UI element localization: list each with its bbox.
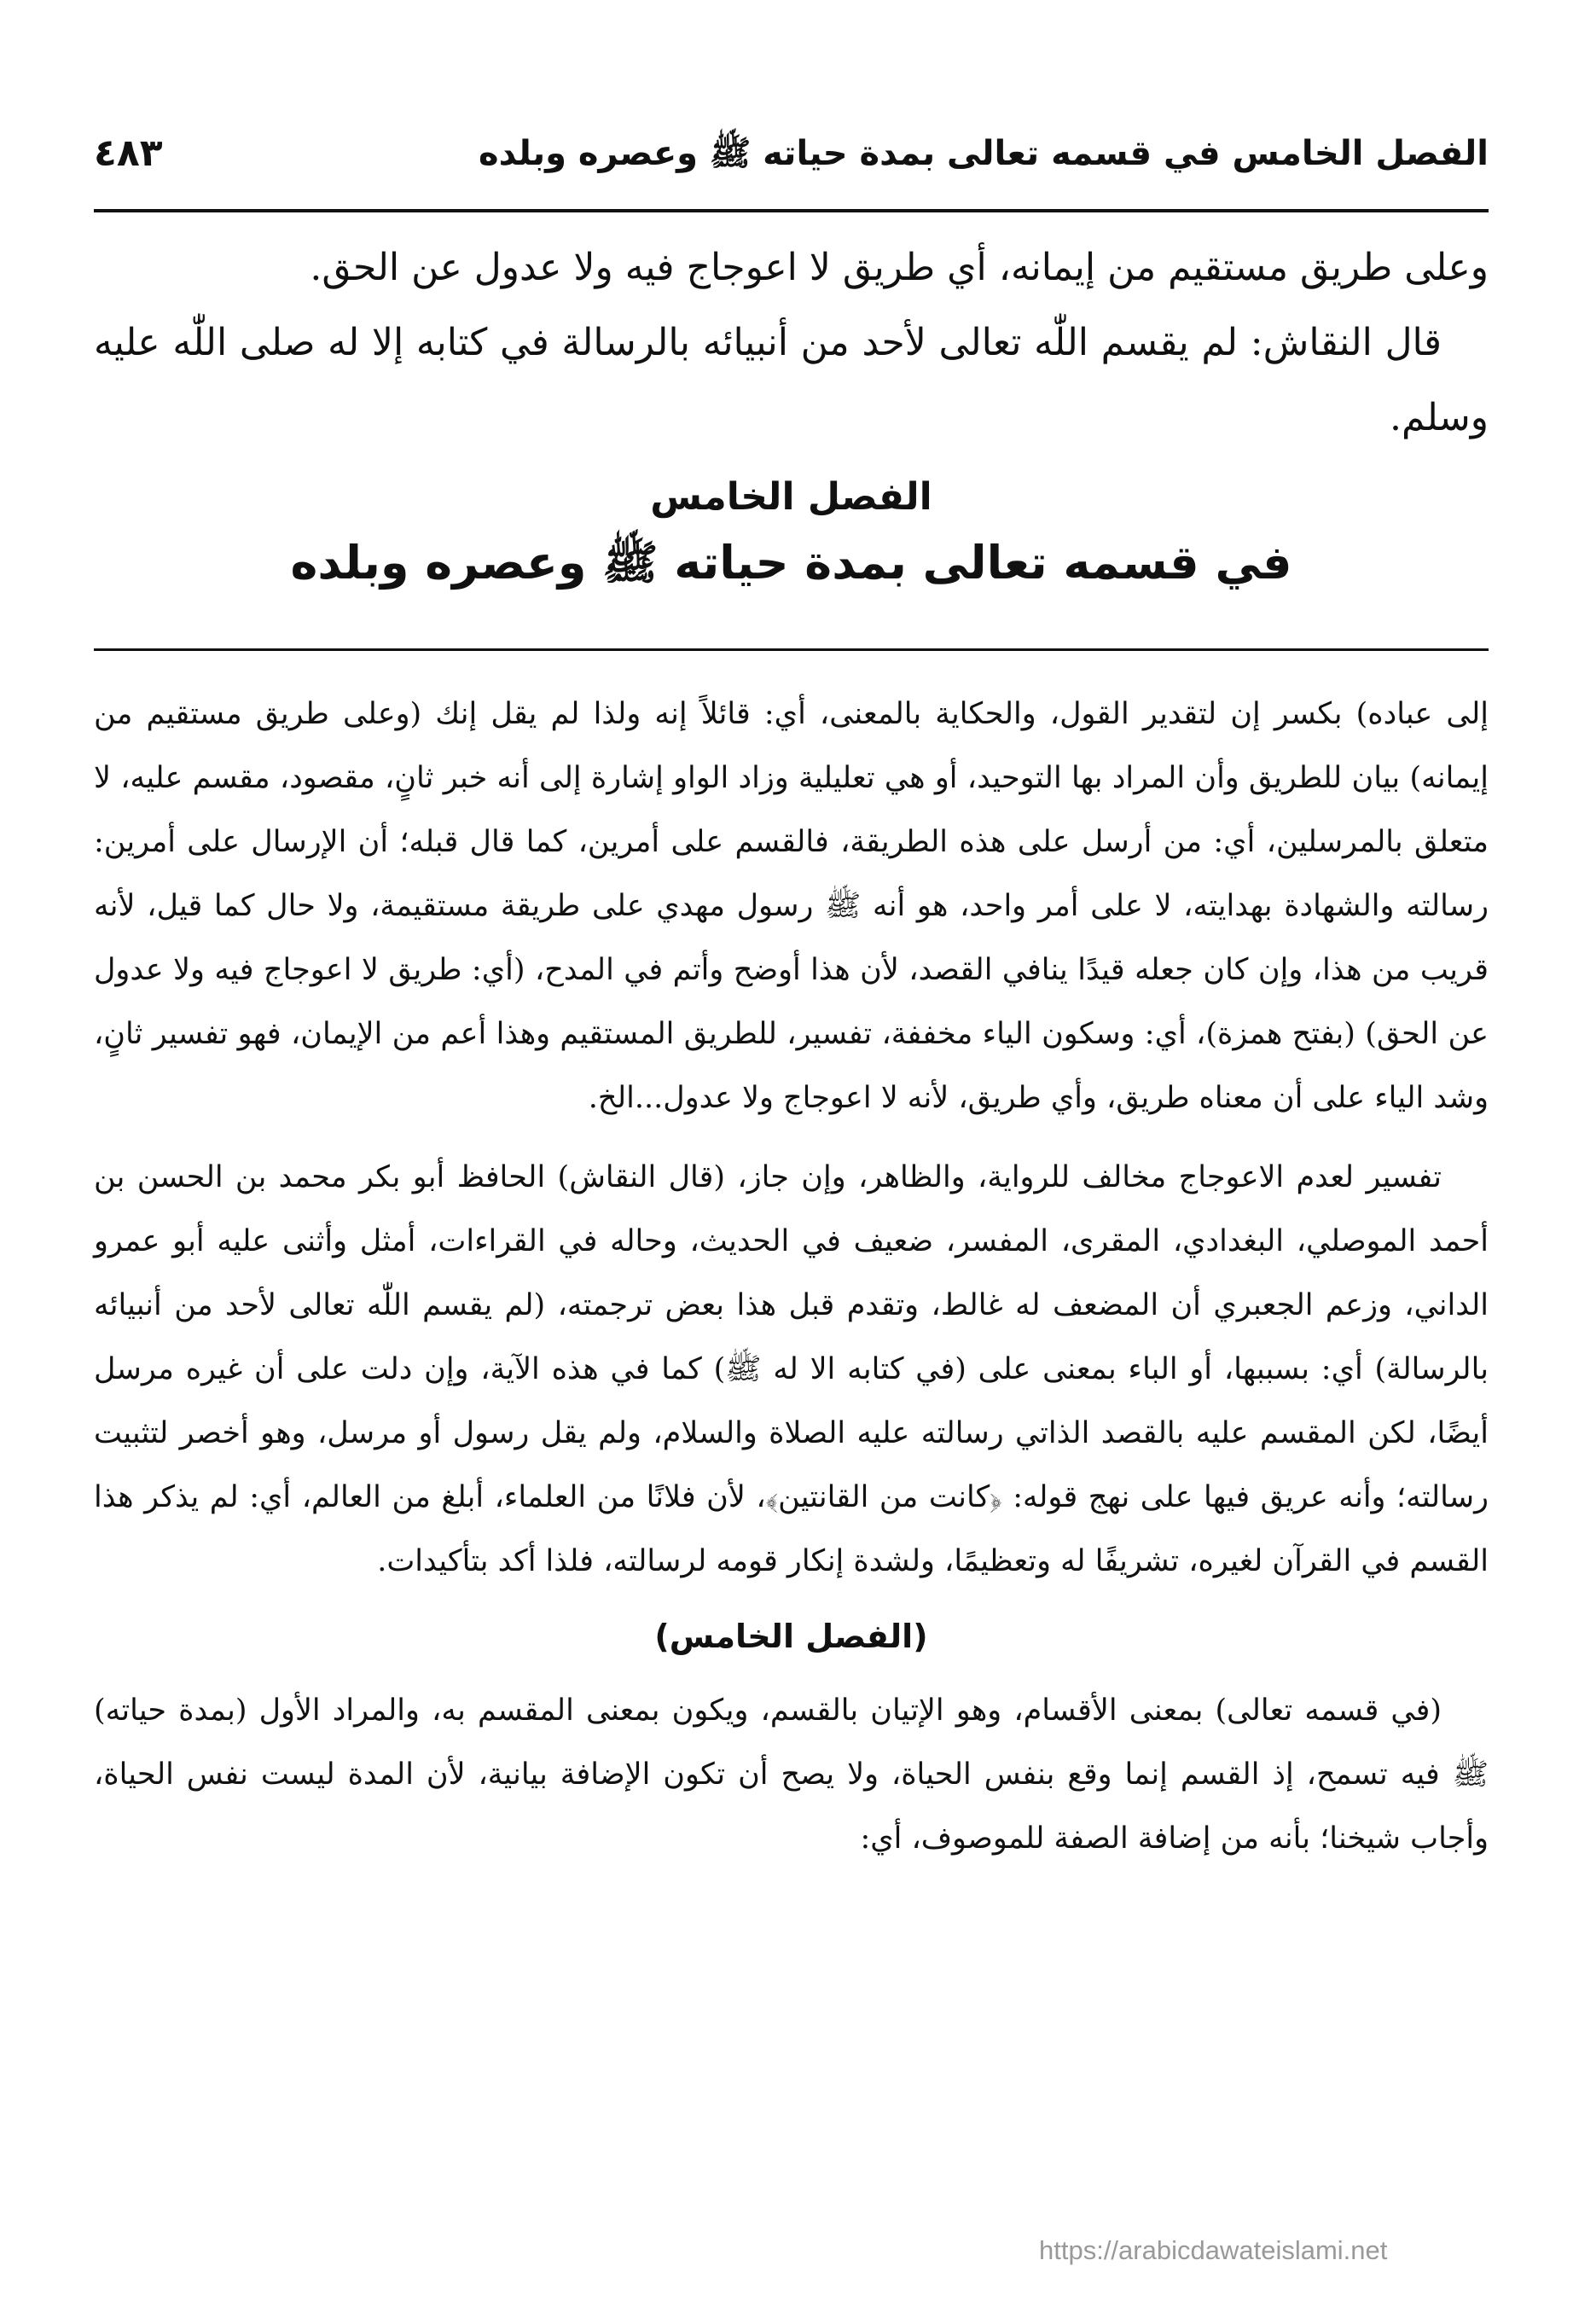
commentary-text bbox=[94, 683, 1489, 1871]
main-text-paragraph-1: وعلى طريق مستقيم من إيمانه، أي طريق لا اعوجاج فيه ولا عدول عن الحق. bbox=[310, 246, 1489, 289]
running-header-title: الفصل الخامس في قسمه تعالى بمدة حياته ﷺ وعصره وبلده bbox=[479, 134, 1489, 173]
commentary-paragraph-2: تفسير لعدم الاعوجاج مخالف للرواية، والظاهر، وإن جاز، (قال النقاش) الحافظ أبو بكر محمد بن الحسن بن أحمد الموصلي، البغدادي، المقرى، المفسر، ضعيف في الحديث، وحاله في القراءات، أمثل وأثنى عليه أبو عمرو الداني، وزعم الجعبري أن المضعف له غالط، وتقدم قبل هذا بعض ترجمته، (لم يقسم اللّٰه تعالى لأحد من أنبيائه بالرسالة) أي: بسببها، أو الباء بمعنى على (في كتابه الا له ﷺ) كما في هذه الآية، وإن دلت على أن غيره مرسل أيضًا، لكن المقسم عليه بالقصد الذاتي رسالته عليه الصلاة والسلام، ولم يقل رسول أو مرسل، وهو أخصر لتثبيت رسالته؛ وأنه عريق فيها على نهج قوله: ﴿كانت من القانتين﴾، لأن فلانًا من العلماء، أبلغ من العالم، أي: لم يذكر هذا القسم في القرآن لغيره، تشريفًا له وتعظيمًا، ولشدة إنكار قومه لرسالته، فلذا أكد بتأكيدات. bbox=[94, 1160, 1489, 1578]
page-number: ٤٨٣ bbox=[94, 131, 163, 175]
chapter-heading-line-2: في قسمه تعالى بمدة حياته ﷺ وعصره وبلده bbox=[290, 536, 1292, 590]
commentary-subheading: (الفصل الخامس) bbox=[654, 1618, 928, 1655]
main-text bbox=[94, 230, 1489, 456]
running-header bbox=[94, 128, 1489, 196]
book-page bbox=[94, 102, 1489, 2304]
commentary-paragraph-3: (في قسمه تعالى) بمعنى الأقسام، وهو الإتيان بالقسم، ويكون بمعنى المقسم به، والمراد الأول (بمدة حياته) ﷺ فيه تسمح، إذ القسم إنما وقع بنفس الحياة، ولا يصح أن تكون الإضافة بيانية، لأن المدة ليست نفس الحياة، وأجاب شيخنا؛ بأنه من إضافة الصفة للموصوف، أي: bbox=[94, 1694, 1489, 1856]
chapter-heading-line-1: الفصل الخامس bbox=[650, 475, 932, 519]
watermark-url: https://arabicdawateislami.net bbox=[1039, 2235, 1388, 2265]
commentary-divider bbox=[94, 648, 1489, 651]
header-rule bbox=[94, 209, 1489, 212]
commentary-paragraph-1: إلى عباده) بكسر إن لتقدير القول، والحكاية بالمعنى، أي: قائلاً إنه ولذا لم يقل إنك (وعلى طريق مستقيم من إيمانه) بيان للطريق وأن المراد بها التوحيد، أو هي تعليلية وزاد الواو إشارة إلى أنه خبر ثانٍ، مقصود، مقسم عليه، لا متعلق بالمرسلين، أي: من أرسل على هذه الطريقة، فالقسم على أمرين، كما قال قبله؛ أن الإرسال على أمرين: رسالته والشهادة بهدايته، لا على أمر واحد، هو أنه ﷺ رسول مهدي على طريقة مستقيمة، ولا حال كما قيل، لأنه قريب من هذا، وإن كان جعله قيدًا ينافي القصد، لأن هذا أوضح وأتم في المدح، (أي: طريق لا اعوجاج فيه ولا عدول عن الحق) (بفتح همزة)، أي: وسكون الياء مخففة، تفسير، للطريق المستقيم وهذا أعم من الإيمان، فهو تفسير ثانٍ، وشد الياء على أن معناه طريق، وأي طريق، لأنه لا اعوجاج ولا عدول...الخ. bbox=[94, 697, 1489, 1115]
main-text-paragraph-2: قال النقاش: لم يقسم اللّٰه تعالى لأحد من أنبيائه بالرسالة في كتابه إلا له صلى اللّٰه عليه وسلم. bbox=[94, 321, 1489, 439]
chapter-heading bbox=[94, 468, 1489, 599]
